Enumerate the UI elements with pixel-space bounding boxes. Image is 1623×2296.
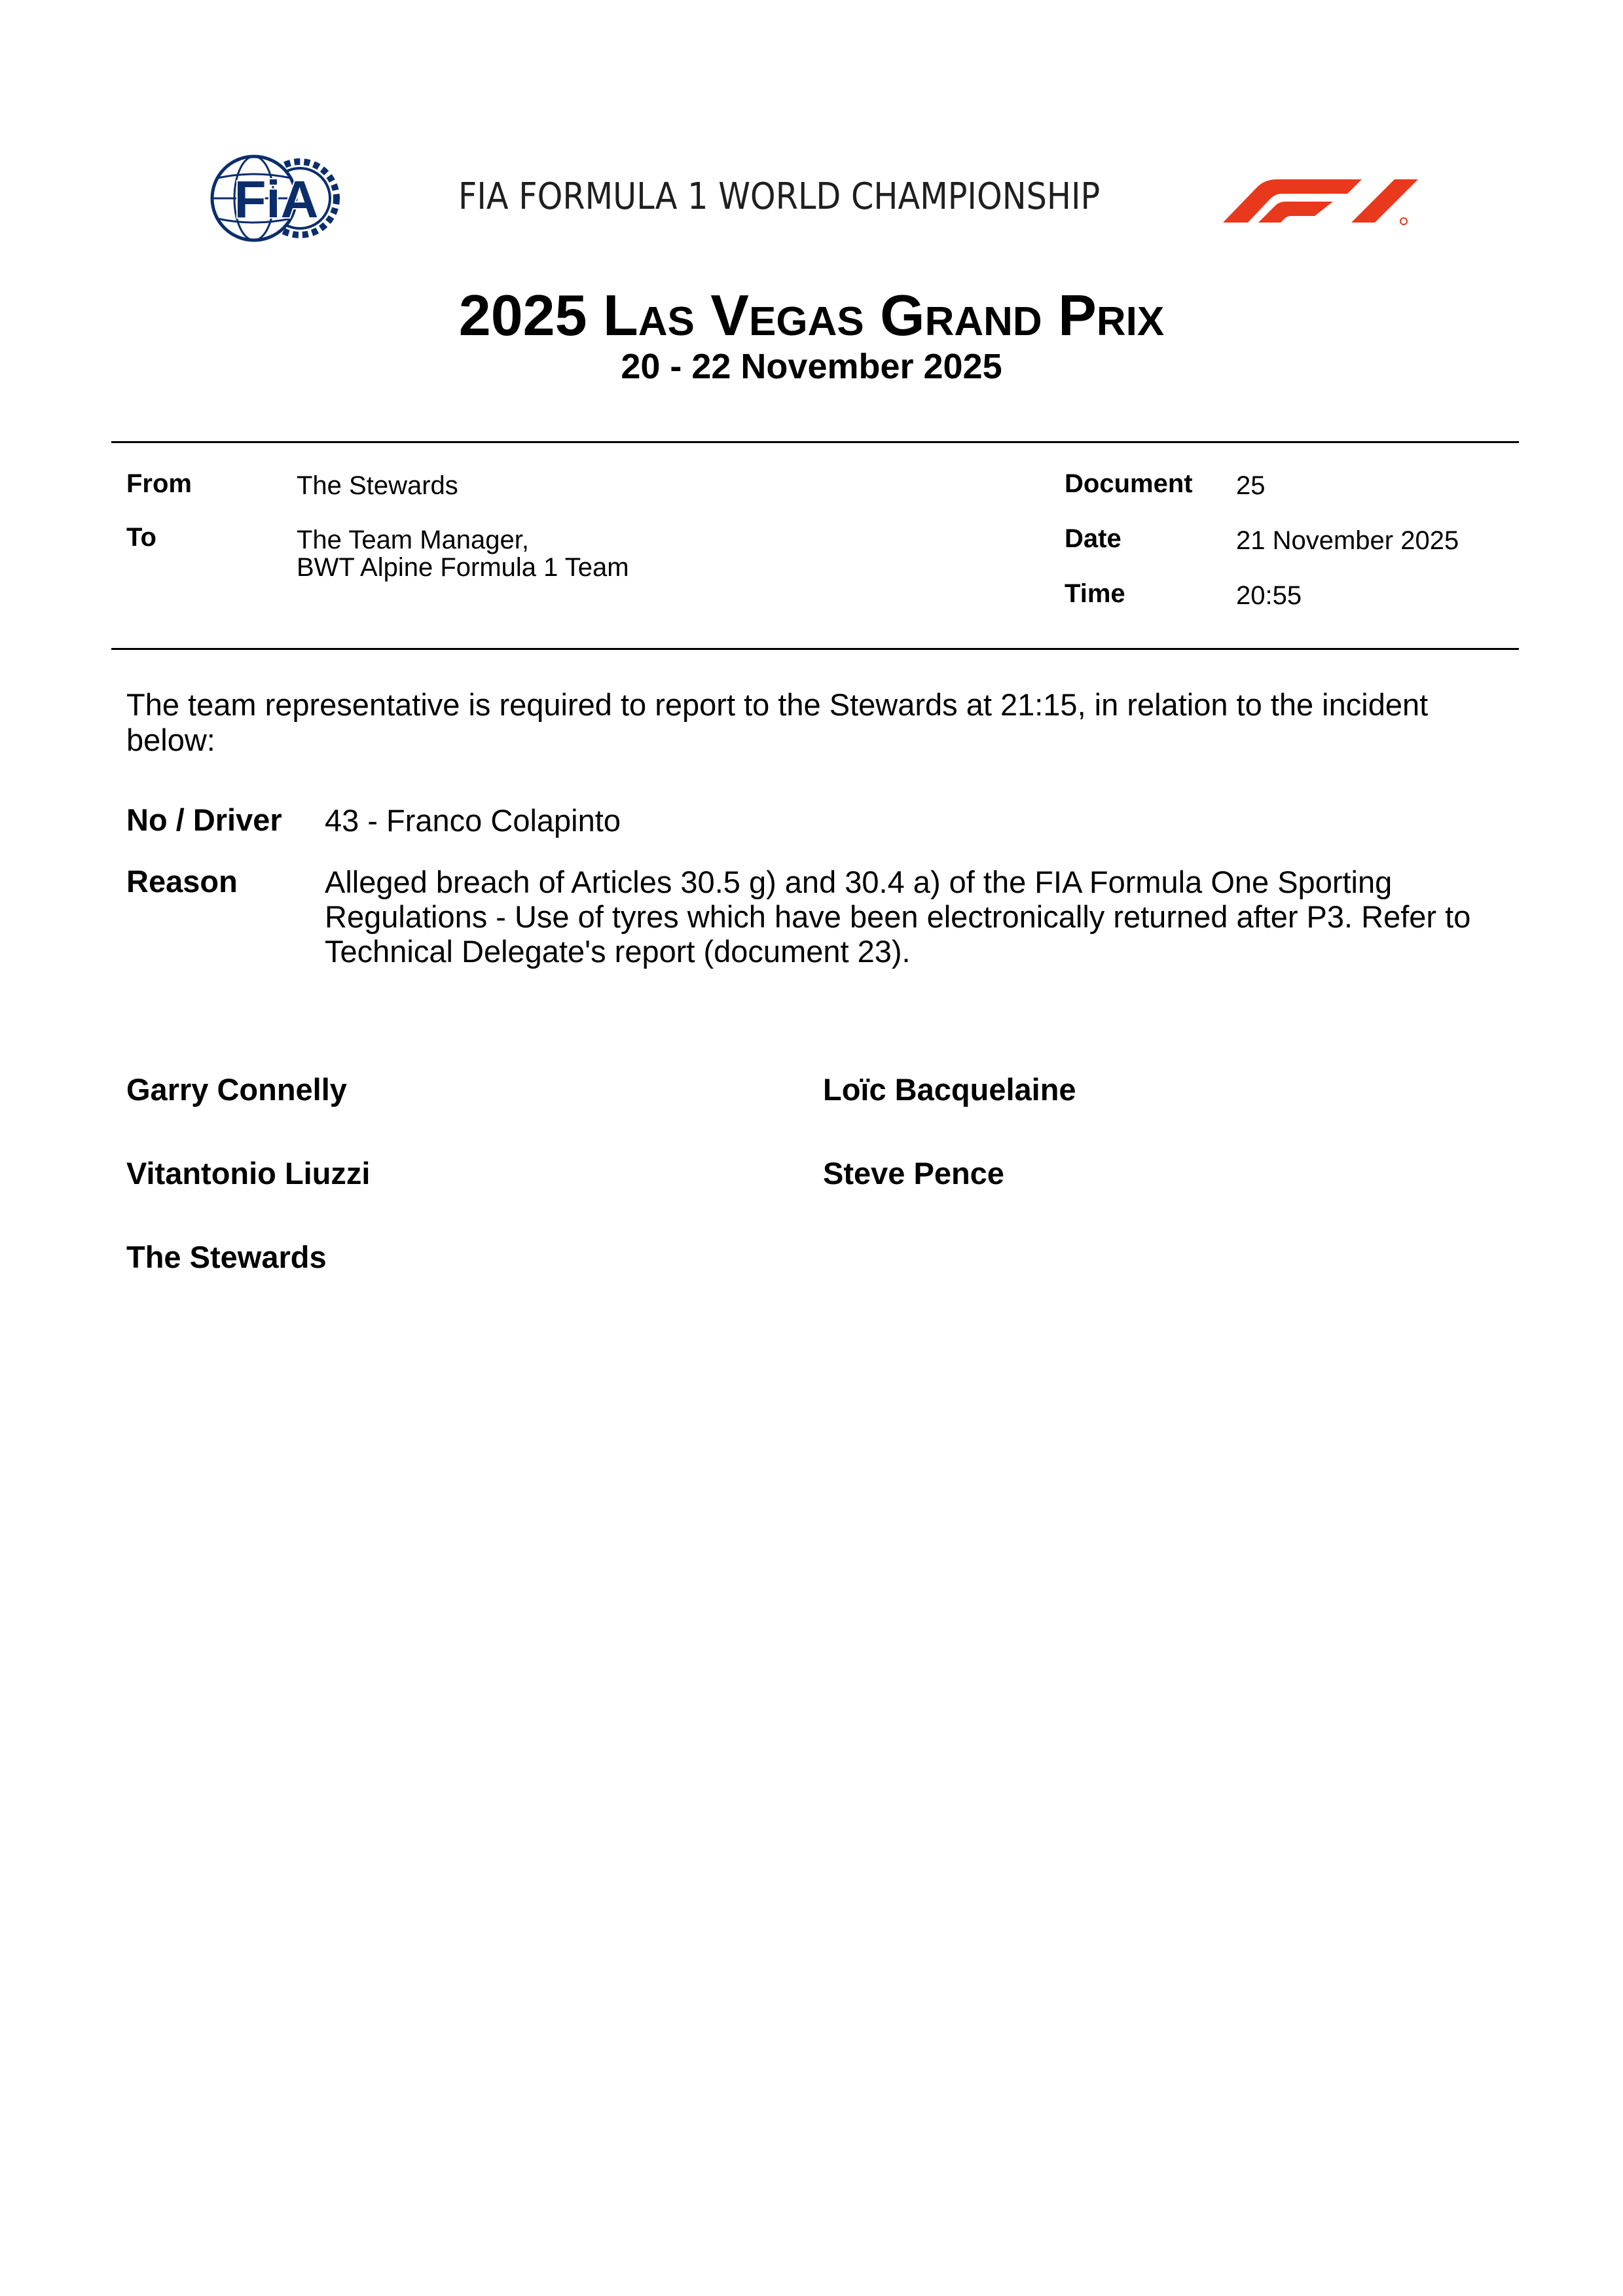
from-label: From bbox=[126, 469, 192, 498]
reason-value: Alleged breach of Articles 30.5 g) and 30.4 a) of the FIA Formula One Sporting Regulations - Use of tyres which have been electronically returned after P3. Refer to Technical Delegate's report (document 23). bbox=[325, 865, 1471, 969]
closing-signature: The Stewards bbox=[126, 1240, 327, 1274]
signatory-4: Steve Pence bbox=[823, 1156, 1004, 1191]
to-value-line2: BWT Alpine Formula 1 Team bbox=[297, 553, 629, 582]
time-value: 20:55 bbox=[1236, 581, 1302, 610]
signatory-1: Garry Connelly bbox=[126, 1072, 347, 1107]
championship-title: FIA FORMULA 1 WORLD CHAMPIONSHIP bbox=[458, 175, 1101, 218]
driver-label: No / Driver bbox=[126, 802, 282, 837]
event-dates: 20 - 22 November 2025 bbox=[621, 347, 1002, 386]
f1-logo bbox=[1223, 170, 1419, 226]
date-value: 21 November 2025 bbox=[1236, 526, 1459, 555]
fia-logo bbox=[208, 152, 344, 245]
intro-paragraph: The team representative is required to report to the Stewards at 21:15, in relation to the incident below: bbox=[126, 687, 1429, 757]
signatory-2: Loïc Bacquelaine bbox=[823, 1072, 1076, 1107]
document-label: Document bbox=[1065, 469, 1193, 498]
fia-logo-text: FiA bbox=[234, 170, 319, 228]
reason-label: Reason bbox=[126, 864, 238, 899]
driver-value: 43 - Franco Colapinto bbox=[325, 803, 621, 838]
event-title: 2025 Las Vegas Grand Prix bbox=[458, 283, 1165, 348]
to-value-line1: The Team Manager, bbox=[297, 526, 530, 554]
meta-divider bbox=[111, 648, 1519, 650]
from-value: The Stewards bbox=[297, 471, 458, 500]
document-value: 25 bbox=[1236, 471, 1266, 500]
date-label: Date bbox=[1065, 524, 1122, 553]
header-divider bbox=[111, 441, 1519, 443]
signatory-3: Vitantonio Liuzzi bbox=[126, 1156, 371, 1191]
to-label: To bbox=[126, 523, 156, 552]
time-label: Time bbox=[1065, 579, 1125, 608]
